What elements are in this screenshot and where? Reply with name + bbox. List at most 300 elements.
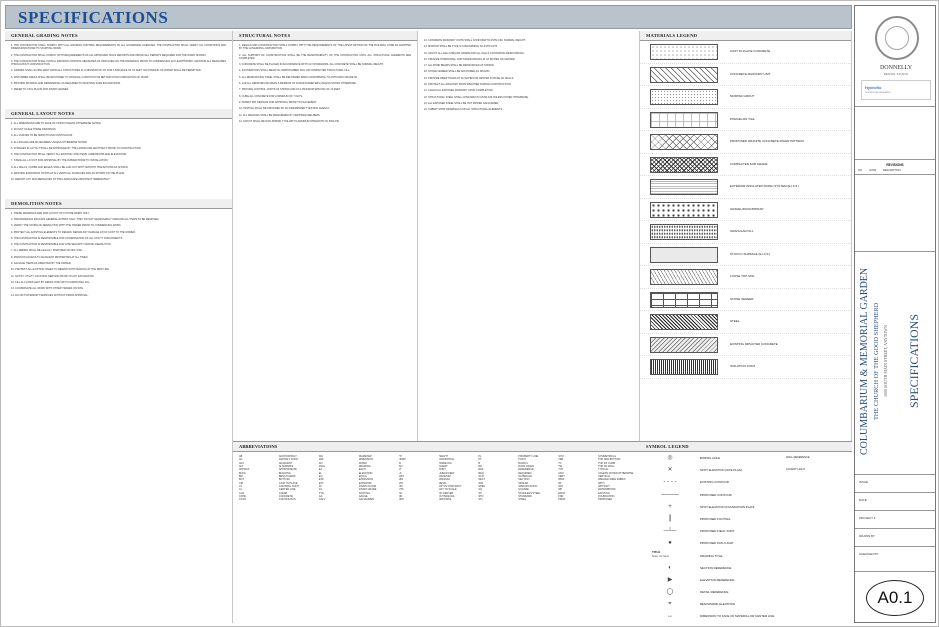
symbol-glyph-icon: ⌖ [668,601,672,608]
materials-heading: MATERIALS LEGEND [640,31,851,41]
abbreviation-cell: EL [318,471,322,475]
firm-logo [875,16,919,60]
note-item: 24. SUBMIT SHOP DRAWINGS FOR ALL STRUCTURAL ELEMENTS. [424,108,503,112]
abbreviation-cell: SCH [478,475,484,479]
abbreviation-cell: METAL [438,481,447,485]
material-swatch [650,202,718,218]
symbol-row [640,501,852,513]
info-project: PROJECT # [859,516,876,520]
symbol-glyph-icon: ✕ [667,467,673,474]
note-item: 13. COORDINATE ALL WORK WITH OTHER TRADES ON SITE. [11,287,84,291]
abbreviation-cell: SECT [478,478,486,482]
abbreviation-cell: GA [318,495,323,499]
material-swatch [650,89,718,105]
symbol-row [640,525,852,537]
abbreviation-cell: NTS [398,488,404,492]
abbreviation-cell: T&B [558,458,564,462]
title-bar [5,5,852,29]
abbreviation-cell: GALV [318,498,326,502]
abbreviation-cell: TOP OF WALL [598,465,615,469]
abbreviation-cell: BENCH MARK [278,475,296,479]
firm-subtitle: DESIGN STUDIO [883,73,909,76]
abbreviation-cell: BOT [239,478,245,482]
abbreviation-cell: MTL [398,481,404,485]
abbreviation-cell: ON CENTER [438,491,454,495]
abbreviation-cell: MINIMUM [438,478,450,482]
symbol-row [640,489,852,501]
consultant-subtitle: CONSULTING ENGINEERS [865,92,891,94]
abbreviation-cell: CLEAR [278,491,288,495]
note-item: 5. DISTURBED AREAS SHALL BE RESTORED TO ORIGINAL CONDITION OR BETTER UPON COMPLETION OF WORK. [11,75,150,79]
note-item: 7. ALL DEBRIS SHALL BE LEGALLY DISPOSED OF OFF SITE. [11,249,83,253]
abbreviation-cell: JOINT [438,468,446,472]
divider [855,159,935,160]
project-address: 1000 SOUTH MAIN STREET, ANYTOWN [883,325,888,397]
sheet-number: A0.1 [866,580,924,616]
abbreviation-cell: TOP OF CURB [598,461,616,465]
abbreviation-cell: BOTTOM [278,478,290,482]
symbol-list [640,452,852,623]
symbol-glyph-icon: ▶ [667,576,673,583]
note-item: 2. THE DRAWINGS INDICATE GENERAL EXTENT ONLY. THEY DO NOT NECESSARILY INDICATE ALL ITEMS TO BE REMOVED. [11,217,160,221]
abbreviation-cell: SIM [478,481,483,485]
column-structural-notes [233,31,418,441]
abbreviation-cell: PROPERTY LINE [518,455,539,458]
note-item: 16. PROVIDE HORIZONTAL JOINT REINFORCING AT 16 INCHES ON CENTER. [424,57,516,61]
material-swatch [650,292,718,308]
material-swatch [650,157,718,173]
symbol-legend-heading: SYMBOL LEGEND [640,442,852,452]
abbreviation-cell: INV [398,465,403,469]
abbreviation-cell: CONTINUOUS [278,498,296,502]
abbreviation-cell: CONT [239,498,247,502]
note-item: 13. CONCRETE MASONRY UNITS SHALL CONFORM TO ASTM C90, NORMAL WEIGHT. [424,39,526,42]
info-drawn-by: DRAWN BY [859,534,876,538]
note-item: 18. STONE VENEER SHALL BE ANCHORED AS SHOWN. [424,70,490,74]
symbol-row [640,452,852,464]
abbreviation-cell: ASPHALT CONC. [278,458,299,462]
abbreviation-cell: WELDED WIRE FABRIC [598,478,626,482]
abbreviation-cell: GAUGE [358,495,368,499]
material-label: LOOSE TOP SOIL [730,274,755,278]
note-item: 6. THE CONTRACTOR SHALL VERIFY ALL EXISTING SITE ITEMS, DIMENSIONS AND ELEVATIONS. [11,153,127,157]
abbreviation-cell: BM [239,475,243,479]
note-item: 1. ALL DIMENSIONS ARE TO FACE OF FINISH UNLESS OTHERWISE NOTED. [11,121,102,125]
note-item: 7. PROVIDE CONTROL JOINTS AS SHOWN AND AT A MAXIMUM SPACING OF 10 FEET. [239,88,341,92]
note-item: 6. THE CONTRACTOR IS RESPONSIBLE FOR SITE SECURITY DURING DEMOLITION. [11,243,112,247]
note-item: 12. GROUT SHALL BE NON-SHRINK TYPE WITH A MINIMUM STRENGTH OF 5000 PSI. [239,119,340,123]
material-label: STUCCO SURFACE (E.I.F.S.) [730,251,771,256]
abbreviation-cell: DRAWING [358,465,371,469]
abbreviation-cell: LINEAR FEET [438,471,455,475]
note-item: 9. SUBMIT MIX DESIGNS FOR APPROVAL PRIOR TO PLACEMENT. [239,100,318,104]
abbreviation-cell: PROP [558,498,566,502]
abbreviation-cell: STL [478,498,483,502]
abbreviation-cell: EACH [358,468,366,472]
layout-notes-list [5,119,232,187]
note-item: 10. REPORT ANY DISCREPANCIES TO THE LANDSCAPE ARCHITECT IMMEDIATELY. [11,178,111,182]
abbreviation-cell: REF [478,468,484,472]
demolition-notes-heading: DEMOLITION NOTES [5,199,232,209]
abbreviation-cell: SPEC [478,485,486,489]
abbreviation-cell: STANDARD [518,495,532,499]
abbreviation-cell: DOWN [358,461,367,465]
abbreviation-cell: LF [398,471,402,475]
symbol-label: BENCHMARK ELEVATION [700,602,736,607]
abbreviation-cell: INVERT [438,465,448,469]
material-row [640,41,851,64]
symbol-glyph-icon: ——— [661,491,679,498]
material-label: COMPACTED SUB GRADE [730,161,768,166]
symbol-row [640,610,852,622]
abbreviation-cell: NOT IN CONTRACT [438,485,462,489]
info-issue: ISSUE [859,480,869,484]
abbreviation-cell: DIA [318,455,323,458]
abbreviation-cell: WP [558,488,563,492]
abbreviation-cell: CENTER LINE [278,488,296,492]
symbol-row [640,574,852,586]
note-item: 20. PROTECT ALL MASONRY FROM WEATHER DURING CONSTRUCTION. [424,83,512,87]
note-item: 4. FOUNDATIONS SHALL BEAR ON UNDISTURBED SOIL OR COMPACTED STRUCTURAL FILL. [239,69,351,73]
note-item: 14. MORTAR SHALL BE TYPE S CONFORMING TO ASTM C270. [424,45,498,49]
title-block [854,5,936,623]
general-notes-list [5,41,232,97]
material-row [640,131,851,154]
abbreviation-cell: WITH [598,481,605,485]
note-item: 10. PROTECT ALL EXISTING TREES TO REMAIN WITH FENCING AT THE DRIP LINE. [11,268,110,272]
symbol-label: DRAWING TITLE [700,553,723,558]
abbreviation-cell: FG [318,488,323,492]
symbol-glyph-icon: ◎ [667,455,673,461]
note-item: 11. NOTIFY UTILITY LOCATING SERVICE PRIOR TO ANY EXCAVATION. [11,274,95,278]
symbol-label: PROPOSED FOOTING [700,516,731,521]
abbreviation-cell: WWF [558,478,565,482]
rev-col-date: DATE [869,169,877,172]
info-checked-by: CHECKED BY [859,552,879,556]
note-item: 8. MAINTAIN ACCESS TO ADJACENT PROPERTIES AT ALL TIMES. [11,255,89,259]
abbreviation-cell: R [478,461,481,465]
demolition-notes-list [5,209,232,302]
material-label: STONE VENEER [730,296,754,301]
material-label: PORCELAIN TILE [730,116,755,121]
abbreviation-cell: EA [318,468,323,472]
symbol-row [640,537,852,549]
abbreviation-cell: HT [398,455,402,458]
abbreviation-cell: SIMILAR [518,481,529,485]
material-row [640,289,851,312]
abbreviation-cell: DN [318,461,323,465]
note-item: 9. PROVIDE EXPANSION JOINTS AT ALL VERTICAL SURFACES AND AS SHOWN ON THE PLANS. [11,172,125,176]
symbol-label: SECTION REFERENCE [700,565,732,570]
material-label: ISOLATION JOINT [730,364,756,368]
abbreviation-cell: CIP [239,481,244,485]
divider [855,528,935,529]
note-item: 4. PROTECT ALL EXISTING ELEMENTS TO REMAIN. REPAIR ANY DAMAGE AT NO COST TO THE OWNER. [11,230,136,234]
material-label: EXTERIOR INSULATED FINISH SYSTEM (E.I.F.S.) [730,184,800,188]
abbreviation-cell: TW [558,465,563,469]
abbreviation-cell: INSIDE DIA. [438,461,453,465]
abbreviations-heading: ABBREVIATIONS [233,442,640,452]
abbreviation-cell: HEIGHT [438,455,448,458]
abbreviation-cell: ADJACENT [278,461,293,465]
divider [855,474,935,475]
note-item: 8. CURE ALL CONCRETE FOR A MINIMUM OF 7 DAYS. [239,94,303,98]
abbreviation-cell: ALT [239,465,244,469]
abbreviation-cell: TC [558,461,562,465]
abbreviation-cell: PT [478,458,482,462]
symbol-row [640,598,852,610]
abbreviation-cell: SS [478,491,482,495]
symbol-label: BORING HOLE [700,456,721,460]
note-item: 2. DO NOT SCALE THESE DRAWINGS. [11,127,57,131]
note-item: 1. THESE DRAWINGS ARE FOR LAYOUT OF FUTURE WORK ONLY. [11,211,90,215]
consultant-box [861,80,931,100]
note-item: 9. SALVAGE ITEMS AS DIRECTED BY THE OWNER. [11,262,72,266]
abbreviation-cell: SQUARE [518,488,529,492]
abbreviation-cell: W/O [558,485,564,489]
abbreviation-cell: FOOTING [358,491,371,495]
abbreviation-cell: EXPANSION [358,478,374,482]
symbol-glyph-icon: ◯ [666,589,674,596]
structural-notes-list [233,41,417,128]
abbreviation-cell: STD [478,495,484,499]
material-swatch [650,337,718,353]
abbreviation-cell: SCHEDULE [518,475,532,479]
consultant-name: Hydroflo [865,85,882,90]
structural-notes-heading: STRUCTURAL NOTES [233,31,417,41]
rev-col-no: NO. [858,169,863,172]
abbreviation-cell: ANCHOR BOLT [278,455,297,458]
note-item: 12. FILL ALL VOIDS LEFT BY DEMOLITION WITH COMPACTED FILL. [11,280,91,284]
note-item: 3. CONCRETE SHALL BE PLACED IN ACCORDANCE WITH ACI STANDARDS. ALL CONCRETE SHALL BE NORMAL WEIGHT. [239,63,384,67]
symbol-label: PROPOSED CONTOUR [700,492,732,497]
abbreviation-cell: WITHOUT [598,485,610,489]
material-row [640,311,851,334]
material-swatch [650,359,718,375]
abbreviation-cell: CLR [239,491,245,495]
note-item: 5. ALL REINFORCING STEEL SHALL BE DEFORMED BARS CONFORMING TO ASTM A615 GRADE 60. [239,75,358,79]
material-row [640,221,851,244]
note-item: 2. ALL SUPPORT OF CONSTRUCTION SHALL BE THE RESPONSIBILITY OF THE CONTRACTOR UNTIL ALL STRUCTURAL ELEMENTS ARE COMPLETED. [239,53,411,60]
divider [855,251,935,252]
rev-col-desc: DESCRIPTION [882,169,901,172]
material-swatch [650,269,718,285]
material-swatch [650,314,718,330]
abbreviation-cell: APPROXIMATE [278,468,297,472]
symbol-row [640,513,852,525]
abbreviation-cell: ELEVATION [358,471,373,475]
abbreviation-cell: POINT [518,458,526,462]
abbreviation-cell: UNLESS NOTED OTHERWISE [598,471,634,475]
material-label: CONCRETE MASONRY UNIT [730,71,771,76]
revision-columns [858,169,907,172]
logo-inner-ring [885,26,909,50]
abbreviation-cell: NOT TO SCALE [438,488,457,492]
abbreviation-cell: CAST IN PLACE [278,481,298,485]
layout-notes-heading: GENERAL LAYOUT NOTES [5,109,232,119]
material-label: STEEL [730,319,740,323]
symbol-side-label: WALL REFERENCE [786,456,810,459]
abbreviation-cell: HORIZONTAL [438,458,455,462]
masonry-notes-list [418,31,639,117]
abbreviation-cell: FND [558,495,564,499]
divider [855,571,935,572]
material-swatch [650,67,718,83]
abbreviation-cell: EXT [318,481,324,485]
sheet-title: SPECIFICATIONS [907,313,921,409]
note-item: 1. DESIGN AND CONSTRUCTION SHALL COMPLY WITH THE REQUIREMENTS OF THE LATEST EDITION OF THE BUILDING CODE AS ADOPTED BY THE GOVERNING JURISDICTION. [239,44,411,51]
abbreviation-cell: ADJ [239,461,244,465]
abbreviation-cell: OD [398,495,403,499]
material-row [640,244,851,267]
symbol-label: SPOT ELEVATION (SITE PLAN) [700,468,742,473]
abbreviation-cell: FF [318,485,322,489]
material-swatch [650,134,718,150]
material-row [640,356,851,379]
abbreviation-cell: APPROX [239,468,250,472]
material-swatch [650,112,718,128]
symbol-glyph-icon: ● [668,540,672,547]
abbreviation-cell: UNO [558,471,564,475]
abbreviation-cell: ALTERNATE [278,465,294,469]
symbol-glyph-icon: ↔ [667,613,673,620]
abbreviation-cell: DIM [318,458,324,462]
abbreviation-cell: OC [398,491,403,495]
note-item: 21. CLEAN ALL EXPOSED MASONRY UPON COMPLETION. [424,89,494,93]
divider [855,492,935,493]
abbreviation-cell: REFERENCE [518,468,534,472]
abbreviation-cell: W/ [558,481,562,485]
abbreviation-cell: EQ [318,475,323,479]
note-item: 4. ALL ANGLES ARE 90 DEGREES UNLESS OTHERWISE NOTED. [11,140,88,144]
note-item: 22. STRUCTURAL STEEL SHALL CONFORM TO ASTM A36 UNLESS NOTED OTHERWISE. [424,95,529,99]
note-item: 2. THE CONTRACTOR SHALL COMPLY WITH REQUIREMENTS OF ALL APPROVED SOILS REPORTS AND OBTAIN ALL PERMITS REQUIRED FOR THE WORK SHOWN. [11,53,207,57]
abbreviation-cell: MAXIMUM [438,475,451,479]
abbreviation-cell: FOUNDATION [598,495,615,499]
symbol-glyph-icon: ─┴─ [663,528,677,535]
abbreviation-cell: EQUAL [358,475,368,479]
abbreviation-cell: OUTSIDE DIA. [438,495,456,499]
abbreviation-cell: CONTROL JOINT [278,485,299,489]
note-item: 7. REFER TO CIVIL PLANS FOR FINISH GRADES. [11,88,69,92]
material-label: GRANULAR FILL [730,229,754,233]
info-date: DATE [859,498,867,502]
symbol-glyph-icon: + [668,503,672,510]
abbreviation-cell: FTG [318,491,324,495]
note-item: 6. LAP ALL REINFORCING BARS A MINIMUM OF 40 BAR DIAMETERS UNLESS NOTED OTHERWISE. [239,82,357,86]
abbreviation-cell: GALVANIZED [358,498,375,502]
abbreviation-cell: CONC [239,495,247,499]
abbreviation-cell: DIAMETER [358,455,372,458]
material-label: MORTAR GROUT [730,94,755,98]
symbol-glyph-icon: - - - - [663,479,677,486]
project-title: COLUMBARIUM & MEMORIAL GARDEN [859,267,870,455]
page-title: SPECIFICATIONS [18,8,169,27]
note-item: 19. PROVIDE WEEP HOLES AT 32 INCHES ON CENTER AT BASE OF WALLS. [424,76,514,80]
note-item: 3. ALL CURVES TO BE SMOOTH AND CONTINUOUS. [11,134,73,138]
general-notes-heading: GENERAL GRADING NOTES [5,31,232,41]
abbreviation-cell: FINISH GRADE [358,488,377,492]
symbol-label: PROPOSED FIELD JOINT [700,529,735,534]
material-label: PROPOSED GRANITE CONCRETE PAVER PATTERN [730,139,804,143]
material-swatch [650,179,718,195]
divider [855,106,935,107]
abbreviation-cell: NIC [398,485,403,489]
note-item: 4. GRADES SHALL SLOPE AWAY FROM ALL STRUCTURES AT A MINIMUM OF 2% FOR A DISTANCE OF 10 FEET. NO PONDING OF WATER SHALL BE PERMITTED. [11,69,202,73]
material-label: CAST IN PLACE CONCRETE [730,49,771,53]
column-general-notes [5,31,233,623]
abbreviation-cell: SECTION [518,478,530,482]
abbreviation-cell: TOP AND BOTTOM [598,458,621,462]
note-item: 10. TESTING SHALL BE PROVIDED BY AN INDEPENDENT TESTING AGENCY. [239,107,330,111]
abbreviation-cell: EXIST [558,491,566,495]
abbreviation-cell: EXTERIOR [358,481,372,485]
abbreviation-cell: MAX [398,475,405,479]
note-item: 15. GROUT ALL CELLS BELOW GRADE AND ALL CELLS CONTAINING REINFORCING. [424,51,525,55]
abbreviation-cell: MIN [398,478,404,482]
symbol-row [640,464,852,476]
abbreviation-cell: SPECIFICATION [518,485,538,489]
symbol-label: EXISTING CONTOUR [700,480,729,485]
note-item: 8. ALL WALLS, CURBS AND EDGES SHALL BE LAID OUT WITH SMOOTH TRANSITIONS AS SHOWN. [11,165,129,169]
column-materials-legend [640,31,852,441]
abbreviation-cell: OPP [398,498,404,502]
abbreviation-cell: JT [398,468,402,472]
material-swatch [650,224,718,240]
materials-list [640,41,851,379]
symbol-label: ELEVATION REFERENCE [700,577,735,582]
project-title-area [855,256,935,466]
material-row [640,176,851,199]
note-item: 17. ALL BOND BEAMS SHALL BE REINFORCED AS SHOWN. [424,64,495,68]
material-row [640,199,851,222]
abbreviation-cell: STAINLESS STEEL [518,491,541,495]
material-row [640,64,851,87]
symbol-row [640,550,852,562]
note-item: 7. STAKE ALL LAYOUT FOR APPROVAL BY THE OWNER PRIOR TO INSTALLATION. [11,159,109,163]
abbreviation-cell: REQ [478,471,484,475]
abbreviation-cell: TYP [558,468,564,472]
abbreviation-cell: CJ [239,485,243,489]
project-subtitle: THE CHURCH OF THE GOOD SHEPHERD [873,302,880,420]
abbreviation-cell: FINISH FLOOR [358,485,377,489]
abbreviation-cell: TYPICAL [598,468,609,472]
abbreviation-cell: DIMENSION [358,458,373,462]
symbol-label: DIMENSION TO FACE OF MATERIAL OR CENTER LINE [700,614,775,619]
note-item: 1. THE CONTRACTOR SHALL COMPLY WITH ALL GRADING CONTROL REQUIREMENTS OF ALL GOVERNING AGENCIES. THE CONTRACTOR SHALL VERIFY ALL CONDITIONS AND DIMENSIONS PRIOR TO STARTING WORK. [11,44,226,51]
abbreviation-cell: SYM [558,455,564,458]
abbreviation-cell: VERTICAL [598,475,611,479]
abbreviation-cell: PROPOSED [598,498,613,502]
note-item: 5. THE CONTRACTOR IS RESPONSIBLE FOR COORDINATION OF ALL UTILITY DISCONNECTS. [11,236,123,240]
material-row [640,154,851,177]
abbreviation-cell: WATERPROOF [598,488,616,492]
symbol-label: SPOT ELEVATION (FOUNDATION PLAN) [700,504,755,509]
abbreviation-cell: ROOF DRAIN [518,465,534,469]
column-masonry-notes [418,31,640,441]
abbreviations-table [233,441,640,623]
material-row [640,266,851,289]
drawing-title-scale: Scale: As Noted [652,554,670,558]
note-item: 6. PROVIDE SHORING AND DEWATERING AS REQUIRED TO MAINTAIN SAFE EXCAVATIONS. [11,82,121,86]
note-item: 3. THE CONTRACTOR SHALL INSTALL EROSION CONTROL MEASURES AS INDICATED ON THE DRAWINGS PRIOR TO COMMENCING ANY EARTHWORK. MAINTAIN ALL MEASURES THROUGHOUT CONSTRUCTION. [11,59,226,67]
symbol-label: PROPOSED PATH LIGHT [700,541,734,546]
symbol-row [640,562,852,574]
abbreviation-cell: SYMMETRICAL [598,455,617,458]
abbreviation-cell: BUILDING [278,471,291,475]
drawing-title-sample: TITLE [652,549,661,554]
symbol-row [640,476,852,488]
